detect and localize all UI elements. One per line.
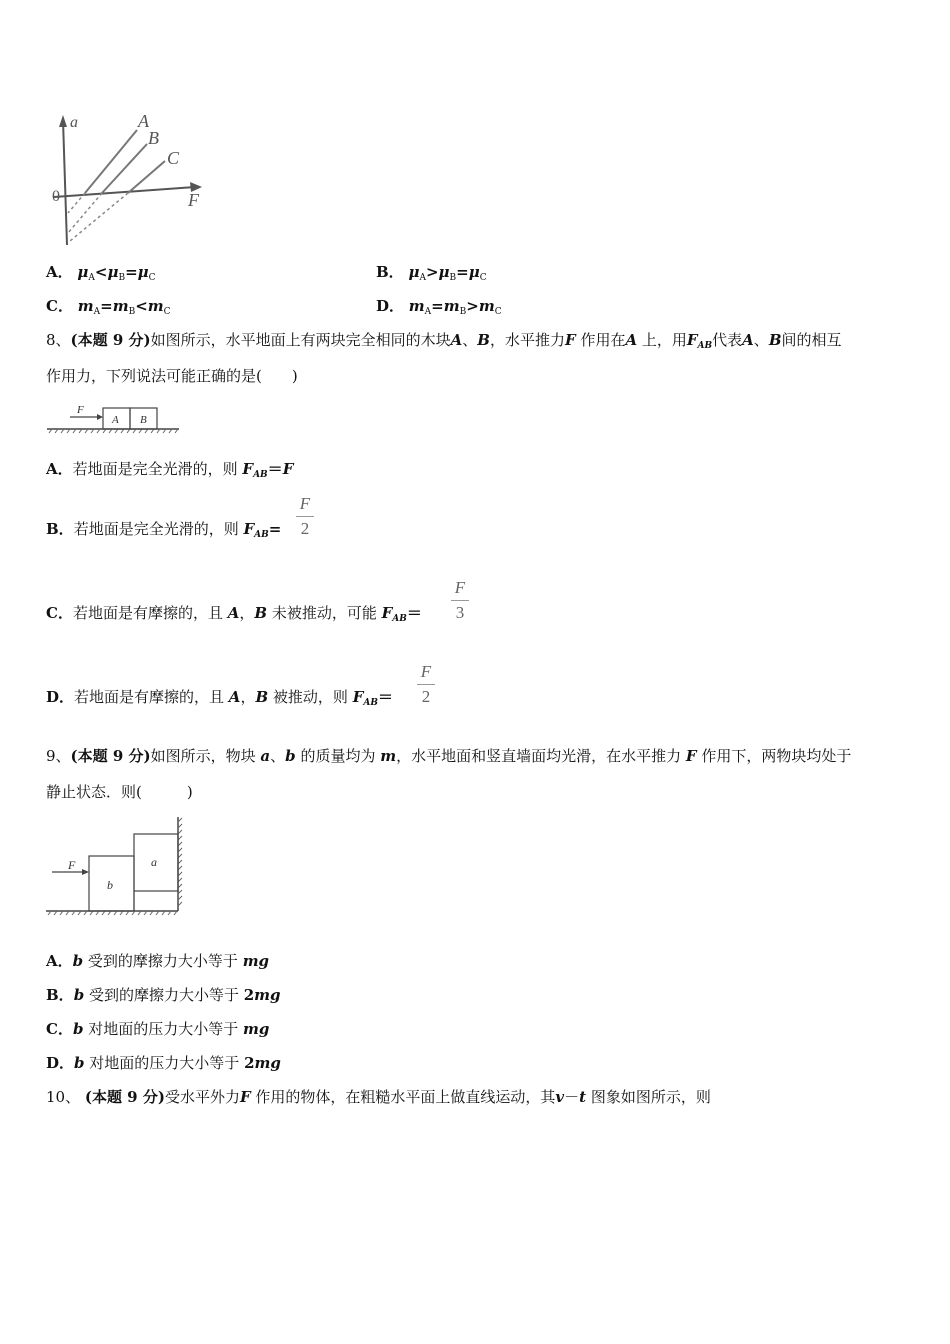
q8-option-b[interactable]: B．若地面是完全光滑的，则 $F_{AB}=$ bbox=[46, 520, 282, 540]
q7-option-d[interactable]: D． $m_A=m_B>m_C$ bbox=[376, 297, 502, 317]
q10-stem: 10、 (本题 9 分)受水平外力F 作用的物体，在粗糙水平面上做直线运动，其v－t 图象如图所示，则 bbox=[46, 1088, 711, 1106]
line-b-label: B bbox=[148, 128, 159, 148]
line-b bbox=[102, 144, 147, 193]
line-a-label: A bbox=[138, 111, 149, 131]
q9-stem-line2: 静止状态．则( ) bbox=[46, 783, 193, 801]
axis-y-label: a bbox=[70, 114, 78, 131]
q8-option-c[interactable]: C．若地面是有摩擦的，且 A，B 未被推动，可能 $F_{AB}=$ bbox=[46, 604, 422, 624]
axis-x-label: F bbox=[188, 190, 199, 210]
block-b-label: B bbox=[140, 414, 147, 426]
q8-option-d[interactable]: D．若地面是有摩擦的，且 A，B 被推动，则 $F_{AB}=$ bbox=[46, 688, 393, 708]
force-arrowhead bbox=[97, 414, 103, 420]
force-label: F bbox=[77, 404, 84, 416]
block-b-label: b bbox=[107, 878, 113, 892]
q8-figure bbox=[45, 402, 185, 438]
q8-option-d-fraction: F 2 bbox=[417, 662, 435, 707]
y-axis bbox=[63, 120, 67, 245]
q9-figure bbox=[44, 814, 189, 920]
q9-option-c[interactable]: C．b 对地面的压力大小等于 mg bbox=[46, 1020, 270, 1038]
x-axis bbox=[54, 187, 195, 197]
origin-label: 0 bbox=[52, 188, 60, 205]
q7-option-c[interactable]: C． $m_A=m_B<m_C$ bbox=[46, 297, 171, 317]
line-c-label: C bbox=[167, 148, 180, 168]
q9-option-d[interactable]: D．b 对地面的压力大小等于 2mg bbox=[46, 1054, 281, 1072]
q8-stem-line2: 作用力，下列说法可能正确的是( ) bbox=[46, 367, 298, 385]
q7-graph bbox=[40, 105, 215, 250]
q9-option-a[interactable]: A．b 受到的摩擦力大小等于 mg bbox=[46, 952, 270, 970]
q7-option-a[interactable]: A． $\mu_A<\mu_B=\mu_C$ bbox=[46, 263, 156, 283]
q7-option-b[interactable]: B． $\mu_A>\mu_B=\mu_C$ bbox=[376, 263, 487, 283]
q8-option-c-fraction: F 3 bbox=[451, 578, 469, 623]
q9-stem-line1: 9、(本题 9 分)如图所示，物块 a、b 的质量均为 m，水平地面和竖直墙面均光滑，在水平推力 F 作用下，两物块均处于 bbox=[46, 747, 852, 765]
line-b-dashed bbox=[68, 193, 102, 233]
q8-stem-line1: 8、(本题 9 分)如图所示，水平地面上有两块完全相同的木块A、B，水平推力F 作用在A 上，用$F_{AB}$代表A、B间的相互 bbox=[46, 331, 842, 351]
force-label: F bbox=[68, 858, 76, 872]
line-c-dashed bbox=[70, 193, 128, 241]
q8-option-a[interactable]: A．若地面是完全光滑的，则 $F_{AB}=F$ bbox=[46, 460, 294, 480]
q9-option-b[interactable]: B．b 受到的摩擦力大小等于 2mg bbox=[46, 986, 281, 1004]
block-a-label: A bbox=[112, 414, 119, 426]
force-arrowhead bbox=[82, 869, 89, 875]
block-a-label: a bbox=[151, 855, 157, 869]
line-c bbox=[128, 161, 165, 193]
y-axis-arrow bbox=[59, 115, 67, 127]
q8-option-b-fraction: F 2 bbox=[296, 494, 314, 539]
